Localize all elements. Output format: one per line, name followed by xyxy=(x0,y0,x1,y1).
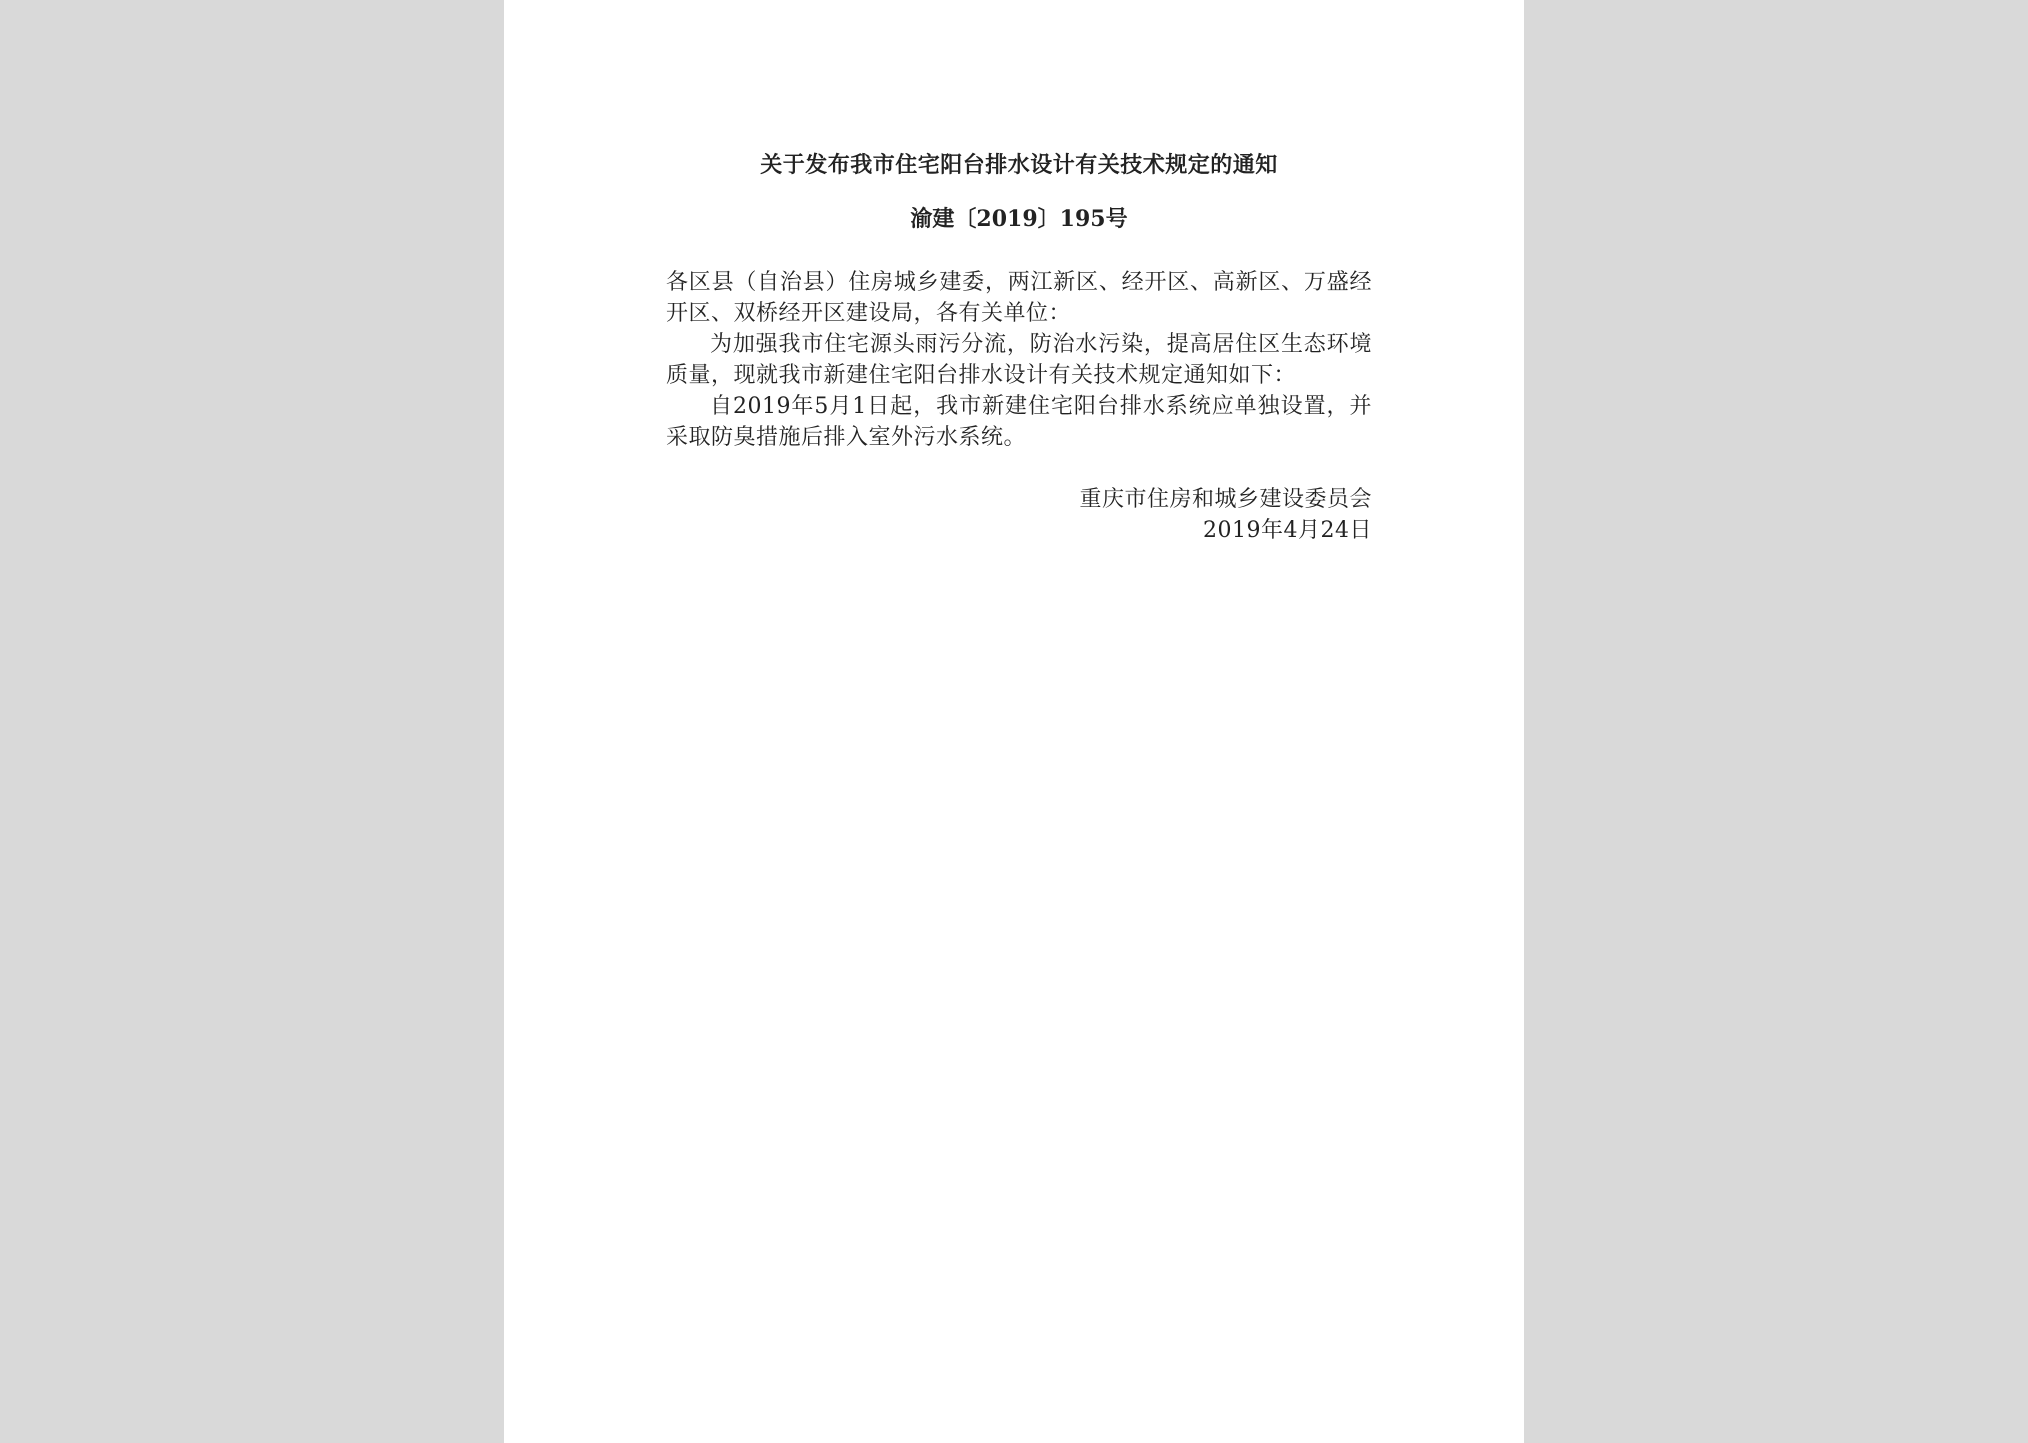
document-body xyxy=(666,267,1372,453)
document-page xyxy=(504,0,1524,1443)
issuer: 重庆市住房和城乡建设委员会 xyxy=(1079,487,1372,512)
document-content xyxy=(666,145,1372,546)
paragraph-1: 为加强我市住宅源头雨污分流，防治水污染，提高居住区生态环境质量，现就我市新建住宅阳台排水设计有关技术规定通知如下： xyxy=(666,332,1372,388)
document-number: 渝建〔2019〕195号 xyxy=(910,206,1128,232)
signature-block xyxy=(666,484,1372,546)
salutation: 各区县（自治县）住房城乡建委，两江新区、经开区、高新区、万盛经开区、双桥经开区建设局，各有关单位： xyxy=(666,270,1372,326)
document-title: 关于发布我市住宅阳台排水设计有关技术规定的通知 xyxy=(760,152,1278,178)
paragraph-2: 自2019年5月1日起，我市新建住宅阳台排水系统应单独设置，并采取防臭措施后排入室外污水系统。 xyxy=(666,394,1372,450)
issue-date: 2019年4月24日 xyxy=(1203,518,1372,543)
